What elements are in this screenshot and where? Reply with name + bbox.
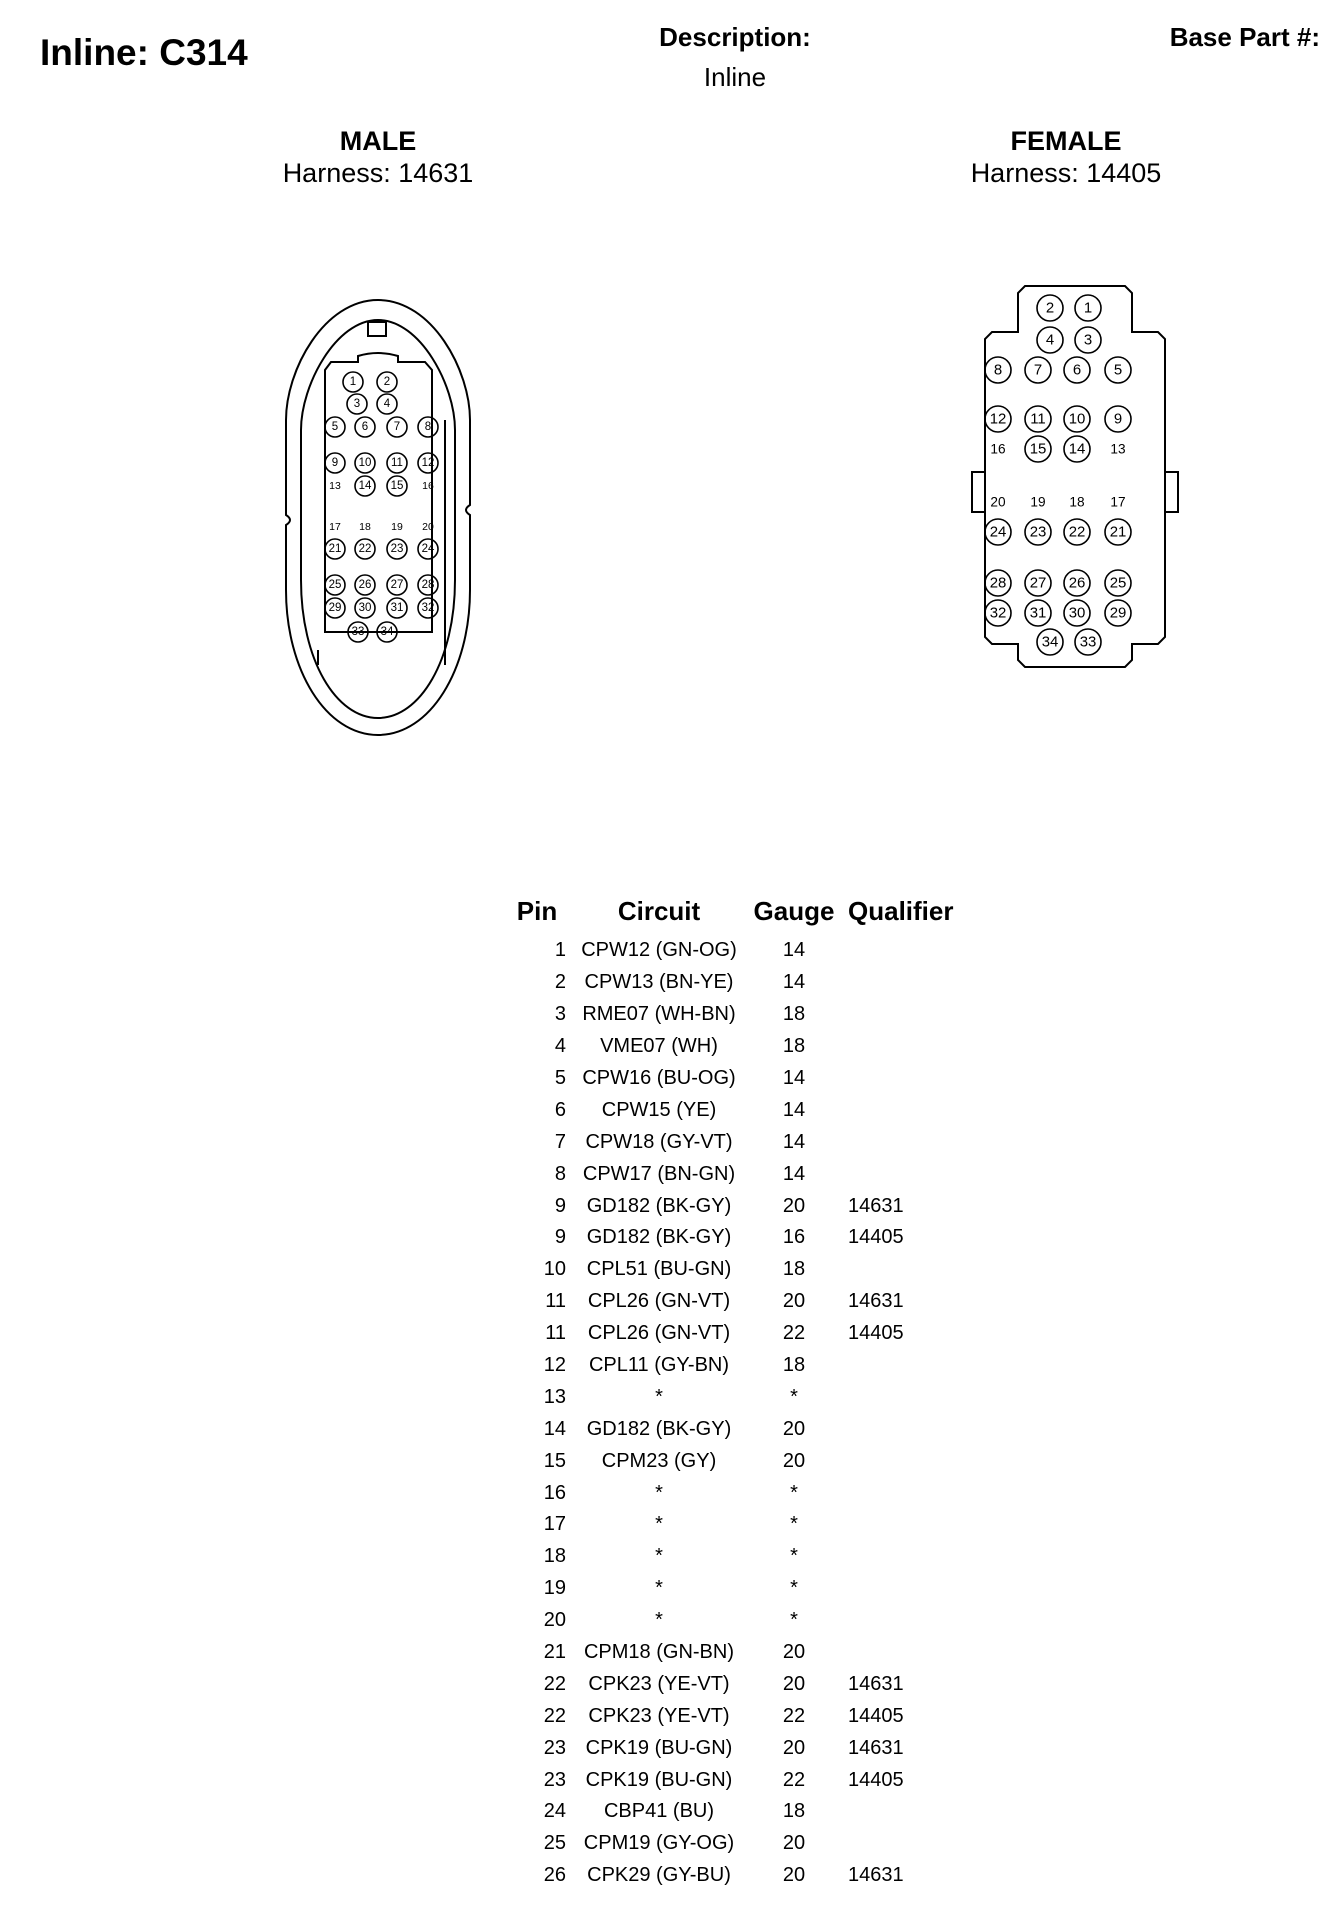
- female-pin-label: 4: [1045, 331, 1055, 349]
- gauge-cell: 22: [782, 1704, 806, 1727]
- table-row: [508, 1668, 968, 1700]
- pin-cell: 24: [543, 1800, 566, 1823]
- female-pin-label: 18: [1069, 494, 1085, 510]
- circuit-cell: CPL26 (GN-VT): [587, 1290, 731, 1313]
- female-pin-label: 34: [1041, 633, 1059, 651]
- female-pin-label: 23: [1029, 523, 1047, 541]
- female-pin-label: 22: [1068, 523, 1086, 541]
- gauge-cell: 20: [782, 1290, 806, 1313]
- pin-cell: 2: [554, 971, 566, 994]
- circuit-cell: GD182 (BK-GY): [586, 1417, 732, 1440]
- male-pin-label: 3: [353, 398, 361, 410]
- gauge-cell: 18: [782, 1354, 806, 1377]
- pin-cell: 13: [543, 1385, 566, 1408]
- table-row: [508, 1541, 968, 1573]
- male-pin-label: 4: [383, 398, 391, 410]
- male-outer-shell: [286, 300, 470, 735]
- circuit-cell: CPL11 (GY-BN): [588, 1354, 730, 1377]
- pin-table-header: [508, 893, 968, 935]
- qualifier-cell: [844, 1477, 968, 1509]
- female-pin-label: 19: [1030, 494, 1046, 510]
- table-row: [508, 1031, 968, 1063]
- circuit-cell: CPL26 (GN-VT): [587, 1322, 731, 1345]
- table-row: [508, 1477, 968, 1509]
- pin-cell: 18: [543, 1545, 566, 1568]
- female-right-latch: [1165, 472, 1178, 512]
- table-row: [508, 1158, 968, 1190]
- qualifier-cell: [844, 967, 968, 999]
- gauge-cell: 14: [782, 1098, 806, 1121]
- circuit-cell: CPM18 (GN-BN): [583, 1641, 734, 1664]
- qualifier-cell: [844, 1828, 968, 1860]
- male-pin-label: 18: [359, 521, 371, 533]
- pin-cell: 9: [554, 1226, 566, 1249]
- female-pin-label: 9: [1113, 410, 1123, 428]
- pin-cell: 4: [554, 1035, 566, 1058]
- header-circuit: Circuit: [617, 895, 701, 926]
- male-pin-label: 1: [349, 376, 357, 388]
- circuit-cell: CPW13 (BN-YE): [584, 971, 734, 994]
- pin-cell: 20: [543, 1609, 566, 1632]
- circuit-cell: CPW16 (BU-OG): [582, 1067, 736, 1089]
- pin-cell: 10: [543, 1258, 566, 1281]
- base-part-label: Base Part #:: [1169, 22, 1320, 52]
- male-pin-label: 7: [393, 421, 401, 433]
- pin-cell: 14: [543, 1417, 566, 1440]
- table-row: [508, 999, 968, 1031]
- male-pin-label: 24: [421, 543, 435, 555]
- circuit-cell: CPM19 (GY-OG): [583, 1832, 735, 1855]
- circuit-cell: *: [655, 1545, 663, 1568]
- male-pin-label: 33: [351, 626, 365, 638]
- qualifier-cell: [844, 1509, 968, 1541]
- qualifier-cell: [844, 1031, 968, 1063]
- female-pin-label: 16: [990, 441, 1006, 457]
- male-pin-label: 2: [383, 376, 391, 388]
- qualifier-cell: [844, 1063, 968, 1095]
- circuit-cell: GD182 (BK-GY): [586, 1194, 732, 1217]
- female-pin-label: 3: [1083, 331, 1093, 349]
- gauge-cell: 20: [782, 1449, 806, 1472]
- gauge-cell: 18: [782, 1800, 806, 1823]
- circuit-cell: GD182 (BK-GY): [586, 1226, 732, 1249]
- pin-cell: 9: [554, 1194, 566, 1217]
- male-pin-label: 22: [358, 543, 372, 555]
- table-row: [508, 1637, 968, 1669]
- qualifier-cell: 14405: [848, 1704, 904, 1727]
- qualifier-cell: [844, 999, 968, 1031]
- table-row: [508, 1190, 968, 1222]
- female-pin-label: 5: [1113, 361, 1123, 379]
- pin-cell: 25: [543, 1832, 566, 1855]
- gauge-cell: 14: [782, 971, 806, 994]
- male-pin-label: 23: [390, 543, 404, 555]
- female-pin-label: 32: [989, 604, 1007, 622]
- female-pin-label: 11: [1030, 410, 1046, 428]
- table-row: [508, 1222, 968, 1254]
- male-pin-label: 14: [358, 480, 372, 492]
- male-pin-label: 21: [328, 543, 342, 555]
- female-label: FEMALE: [1010, 126, 1122, 156]
- male-key-tab: [368, 322, 386, 336]
- qualifier-cell: [844, 1094, 968, 1126]
- male-pin-label: 20: [422, 521, 434, 533]
- qualifier-cell: 14405: [848, 1768, 904, 1791]
- gauge-cell: 14: [782, 1130, 806, 1153]
- gauge-cell: *: [790, 1577, 798, 1600]
- header-pin: Pin: [516, 895, 558, 926]
- table-row: [508, 1350, 968, 1382]
- circuit-cell: CPM23 (GY): [601, 1449, 717, 1472]
- table-row: [508, 1764, 968, 1796]
- table-row: [508, 1063, 968, 1095]
- gauge-cell: 18: [782, 1035, 806, 1058]
- table-row: [508, 1573, 968, 1605]
- gauge-cell: 20: [782, 1194, 806, 1217]
- qualifier-cell: [844, 1541, 968, 1573]
- female-pin-label: 13: [1110, 441, 1126, 457]
- gauge-cell: 14: [782, 939, 806, 962]
- table-row: [508, 1509, 968, 1541]
- table-row: [508, 1126, 968, 1158]
- circuit-cell: *: [655, 1609, 663, 1632]
- gauge-cell: 20: [782, 1864, 806, 1887]
- gauge-cell: 14: [782, 1067, 806, 1089]
- qualifier-cell: [844, 1605, 968, 1637]
- pin-table: [508, 893, 968, 1892]
- gauge-cell: *: [790, 1481, 798, 1504]
- female-pin-label: 28: [989, 574, 1007, 592]
- female-pin-label: 21: [1109, 523, 1127, 541]
- female-pin-label: 30: [1068, 604, 1086, 622]
- male-pin-label: 27: [390, 579, 404, 591]
- circuit-cell: *: [655, 1513, 663, 1536]
- qualifier-cell: [844, 1413, 968, 1445]
- pin-cell: 19: [543, 1577, 566, 1600]
- gauge-cell: 20: [782, 1417, 806, 1440]
- gauge-cell: 20: [782, 1672, 806, 1695]
- female-pin-label: 20: [990, 494, 1006, 510]
- table-row: [508, 1828, 968, 1860]
- male-pin-label: 13: [329, 480, 341, 492]
- qualifier-cell: [844, 1350, 968, 1382]
- circuit-cell: CPW12 (GN-OG): [581, 939, 737, 962]
- table-row: [508, 967, 968, 999]
- pin-cell: 15: [543, 1449, 566, 1472]
- pin-cell: 17: [543, 1513, 566, 1536]
- pin-cell: 6: [554, 1098, 566, 1121]
- circuit-cell: CPK19 (BU-GN): [585, 1768, 733, 1791]
- circuit-cell: CBP41 (BU): [603, 1800, 715, 1823]
- male-pin-label: 32: [421, 602, 435, 614]
- male-pin-label: 12: [421, 457, 435, 469]
- pin-cell: 22: [543, 1672, 566, 1695]
- gauge-cell: 16: [782, 1226, 806, 1249]
- female-pin-label: 12: [989, 410, 1007, 428]
- circuit-cell: RME07 (WH-BN): [582, 1003, 736, 1026]
- female-pin-label: 15: [1029, 440, 1047, 458]
- female-pin-label: 31: [1029, 604, 1047, 622]
- gauge-cell: *: [790, 1385, 798, 1408]
- pin-cell: 8: [554, 1162, 566, 1185]
- circuit-cell: CPW15 (YE): [601, 1098, 717, 1121]
- male-pin-label: 15: [390, 480, 404, 492]
- qualifier-cell: [844, 1796, 968, 1828]
- table-row: [508, 1254, 968, 1286]
- qualifier-cell: 14405: [848, 1226, 904, 1249]
- qualifier-cell: [844, 1445, 968, 1477]
- male-connector-diagram: [255, 290, 495, 740]
- circuit-cell: CPK19 (BU-GN): [585, 1736, 733, 1759]
- gauge-cell: 20: [782, 1832, 806, 1855]
- qualifier-cell: 14631: [848, 1194, 904, 1217]
- female-pin-label: 29: [1109, 604, 1127, 622]
- table-row: [508, 1605, 968, 1637]
- male-pin-label: 31: [390, 602, 404, 614]
- male-pin-label: 10: [358, 457, 372, 469]
- circuit-cell: *: [655, 1385, 663, 1408]
- qualifier-cell: [844, 1573, 968, 1605]
- circuit-cell: CPK23 (YE-VT): [588, 1672, 730, 1695]
- table-row: [508, 1445, 968, 1477]
- pin-cell: 22: [543, 1704, 566, 1727]
- female-pin-label: 8: [993, 361, 1003, 379]
- male-pin-label: 25: [328, 579, 342, 591]
- pin-cell: 3: [554, 1003, 566, 1026]
- gauge-cell: 20: [782, 1641, 806, 1664]
- pin-cell: 12: [543, 1354, 566, 1377]
- qualifier-cell: [844, 1637, 968, 1669]
- qualifier-cell: [844, 935, 968, 967]
- female-harness: Harness: 14405: [970, 158, 1162, 188]
- male-label: MALE: [339, 126, 417, 156]
- pin-cell: 23: [543, 1736, 566, 1759]
- male-pin-label: 17: [329, 521, 341, 533]
- qualifier-cell: 14631: [848, 1736, 904, 1759]
- circuit-cell: CPK29 (GY-BU): [587, 1864, 731, 1887]
- circuit-cell: *: [655, 1577, 663, 1600]
- male-pin-label: 9: [331, 457, 339, 469]
- table-row: [508, 1796, 968, 1828]
- table-row: [508, 1381, 968, 1413]
- pin-cell: 23: [543, 1768, 566, 1791]
- gauge-cell: *: [790, 1609, 798, 1632]
- male-pin-label: 8: [424, 421, 432, 433]
- qualifier-cell: [844, 1158, 968, 1190]
- circuit-cell: CPW17 (BN-GN): [582, 1162, 736, 1185]
- male-harness: Harness: 14631: [282, 158, 474, 188]
- header-qualifier: Qualifier: [848, 895, 954, 926]
- male-pin-label: 34: [380, 626, 394, 638]
- male-pin-label: 30: [358, 602, 372, 614]
- description-label: Description:: [659, 22, 811, 52]
- male-pin-label: 19: [391, 521, 403, 533]
- table-row: [508, 935, 968, 967]
- table-row: [508, 1860, 968, 1892]
- gauge-cell: *: [790, 1545, 798, 1568]
- qualifier-cell: [844, 1381, 968, 1413]
- circuit-cell: CPL51 (BU-GN): [586, 1258, 732, 1281]
- female-pin-label: 1: [1083, 299, 1093, 317]
- female-pin-label: 33: [1079, 633, 1097, 651]
- circuit-cell: VME07 (WH): [600, 1035, 718, 1058]
- male-pin-label: 29: [328, 602, 342, 614]
- gauge-cell: 20: [782, 1736, 806, 1759]
- female-connector-diagram: [950, 280, 1190, 680]
- pin-cell: 5: [554, 1067, 566, 1089]
- table-row: [508, 1286, 968, 1318]
- gauge-cell: 18: [782, 1003, 806, 1026]
- description-value: Inline: [703, 62, 767, 92]
- pin-cell: 11: [545, 1290, 566, 1313]
- table-row: [508, 1700, 968, 1732]
- female-pin-label: 24: [989, 523, 1007, 541]
- female-pin-label: 14: [1068, 440, 1086, 458]
- male-pin-label: 11: [391, 457, 403, 469]
- circuit-cell: CPW18 (GY-VT): [585, 1130, 733, 1153]
- female-pin-label: 17: [1110, 494, 1126, 510]
- female-pin-label: 10: [1068, 410, 1086, 428]
- female-pin-label: 27: [1029, 574, 1047, 592]
- header-gauge: Gauge: [753, 895, 835, 926]
- female-pin-label: 25: [1109, 574, 1127, 592]
- qualifier-cell: 14631: [848, 1290, 904, 1313]
- qualifier-cell: [844, 1126, 968, 1158]
- qualifier-cell: [844, 1254, 968, 1286]
- qualifier-cell: 14631: [848, 1864, 904, 1887]
- male-pin-label: 28: [421, 579, 435, 591]
- gauge-cell: 14: [782, 1162, 806, 1185]
- male-pin-label: 16: [422, 480, 434, 492]
- male-pin-label: 5: [331, 421, 339, 433]
- gauge-cell: 18: [782, 1258, 806, 1281]
- table-row: [508, 1318, 968, 1350]
- pin-cell: 21: [543, 1641, 566, 1664]
- pin-cell: 16: [543, 1481, 566, 1504]
- qualifier-cell: 14631: [848, 1672, 904, 1695]
- circuit-cell: *: [655, 1481, 663, 1504]
- table-row: [508, 1732, 968, 1764]
- female-pin-label: 6: [1072, 361, 1082, 379]
- female-pin-label: 26: [1068, 574, 1086, 592]
- pin-cell: 7: [554, 1130, 566, 1153]
- gauge-cell: 22: [782, 1768, 806, 1791]
- male-pin-label: 6: [361, 421, 369, 433]
- circuit-cell: CPK23 (YE-VT): [588, 1704, 730, 1727]
- gauge-cell: 22: [782, 1322, 806, 1345]
- gauge-cell: *: [790, 1513, 798, 1536]
- female-pin-label: 7: [1033, 361, 1043, 379]
- table-row: [508, 1413, 968, 1445]
- qualifier-cell: 14405: [848, 1322, 904, 1345]
- female-left-latch: [972, 472, 985, 512]
- pin-cell: 26: [543, 1864, 566, 1887]
- male-pin-label: 26: [358, 579, 372, 591]
- pin-cell: 1: [554, 939, 566, 962]
- page-title: Inline: C314: [40, 32, 248, 73]
- female-pin-label: 2: [1045, 299, 1055, 317]
- table-row: [508, 1094, 968, 1126]
- pin-cell: 11: [545, 1322, 566, 1345]
